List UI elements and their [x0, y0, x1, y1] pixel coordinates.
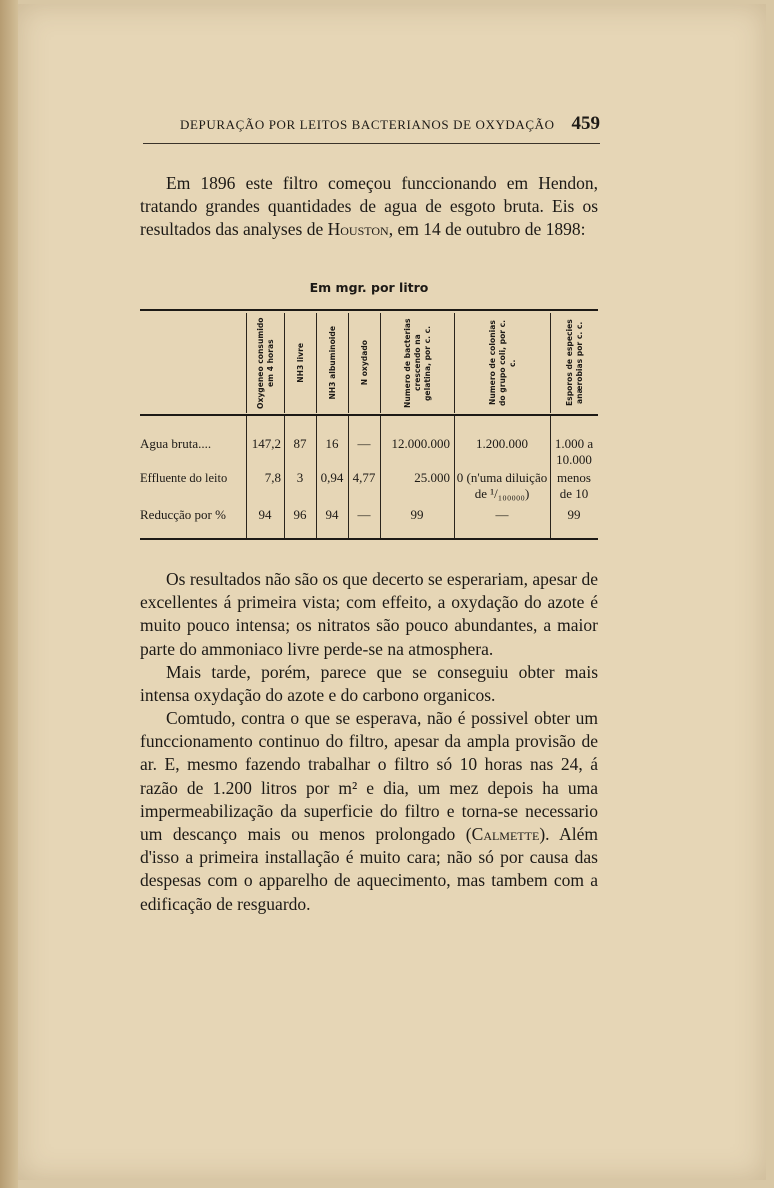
table-cell: 3: [296, 470, 304, 485]
book-edge: [0, 0, 18, 1188]
table-cell: 99: [410, 507, 424, 522]
table-cell: 94: [258, 507, 272, 522]
table-cell: 94: [325, 507, 339, 522]
results-table: [140, 309, 598, 540]
running-title: DEPURAÇÃO POR LEITOS BACTERIANOS DE OXYDAÇÃO: [180, 117, 555, 132]
page-number: 459: [571, 113, 600, 134]
paragraph-results: Os resultados não são os que decerto se esperariam, apesar de excellentes á primeira vista; com effeito, a oxydação do azote é muito pouco intensa; os nitratos são pouco abundantes, a maior parte do ammoniaco livre perde-se na atmosphera.: [140, 569, 598, 659]
table-body: [140, 416, 598, 538]
table-cell: 0,94: [320, 470, 344, 485]
table-cell: 12.000.000: [391, 436, 450, 451]
table-cell: —: [495, 507, 509, 522]
author-calmette: Calmette: [471, 824, 540, 845]
column-header: NH3 albuminoide: [316, 313, 349, 413]
table-cell: 1.000 a 10.000: [554, 436, 594, 467]
table-cell: 87: [293, 436, 307, 451]
table-header: [140, 311, 598, 414]
table-cell: 4,77: [352, 470, 376, 485]
column-header: Numero de colonias do grupo coli, por c. c.: [454, 313, 551, 413]
column-header: N oxydado: [348, 313, 381, 413]
paragraph-text: Comtudo, contra o que se esperava, não é possivel obter um funccionamento continuo do filtro, apesar da ampla provisão de ar. E, mesmo fazendo trabalhar o filtro só 10 horas nas 24, á razão de 1.200 litros por m² e dia, um mez depois ha uma impermeabilização da superficie do filtro e torna-se necessario um descanço mais ou menos prolongado (: [140, 708, 598, 845]
table-cell: 147,2: [251, 436, 281, 451]
intro-paragraph: [140, 172, 598, 242]
table-cell: 25.000: [414, 470, 450, 485]
table-cell: 16: [325, 436, 339, 451]
page-header: [180, 113, 600, 135]
row-label: Reducção por %: [140, 507, 226, 522]
row-label: Effluente do leito: [140, 471, 228, 485]
intro-text-end: , em 14 de outubro de 1898:: [388, 219, 586, 240]
table-cell: 7,8: [264, 470, 281, 485]
intro-text: Em 1896 este filtro começou funccionando em Hendon, tratando grandes quantidades de agua de esgoto bruta. Eis os resultados das analyses de: [140, 173, 598, 240]
table-cell: 96: [293, 507, 307, 522]
author-houston: Houston: [327, 219, 389, 240]
paragraph-later: Mais tarde, porém, parece que se conseguiu obter mais intensa oxydação do azote e do carbono organicos.: [140, 662, 598, 706]
table-cell: —: [357, 436, 371, 451]
table-cell: 99: [567, 507, 581, 522]
table-cell: menos de 10: [557, 470, 591, 501]
table-cell: —: [357, 507, 371, 522]
header-rule: [143, 143, 600, 144]
column-header: Esporos de especies anærobias por c. c.: [550, 313, 599, 413]
table-caption: Em mgr. por litro: [309, 280, 429, 295]
table-cell: 0 (n'uma diluição de ¹/₁₀₀₀₀₀): [456, 470, 548, 501]
column-header: Numero de bacterias crescendo na gelatina, por c. c.: [380, 313, 455, 413]
column-header: NH3 livre: [284, 313, 317, 413]
table-bottom-rule: [140, 538, 598, 540]
table-cell: 1.200.000: [476, 436, 528, 451]
paragraph-text-end: ). Além d'isso a primeira installação é muito cara; não só por causa das despesas com o apparelho de aquecimento, mas tambem com a edificação de resguardo.: [140, 824, 598, 914]
paragraph-however: [140, 707, 598, 916]
row-label: Agua bruta....: [140, 436, 212, 451]
column-header: Oxygeneo consumido em 4 horas: [246, 313, 285, 413]
